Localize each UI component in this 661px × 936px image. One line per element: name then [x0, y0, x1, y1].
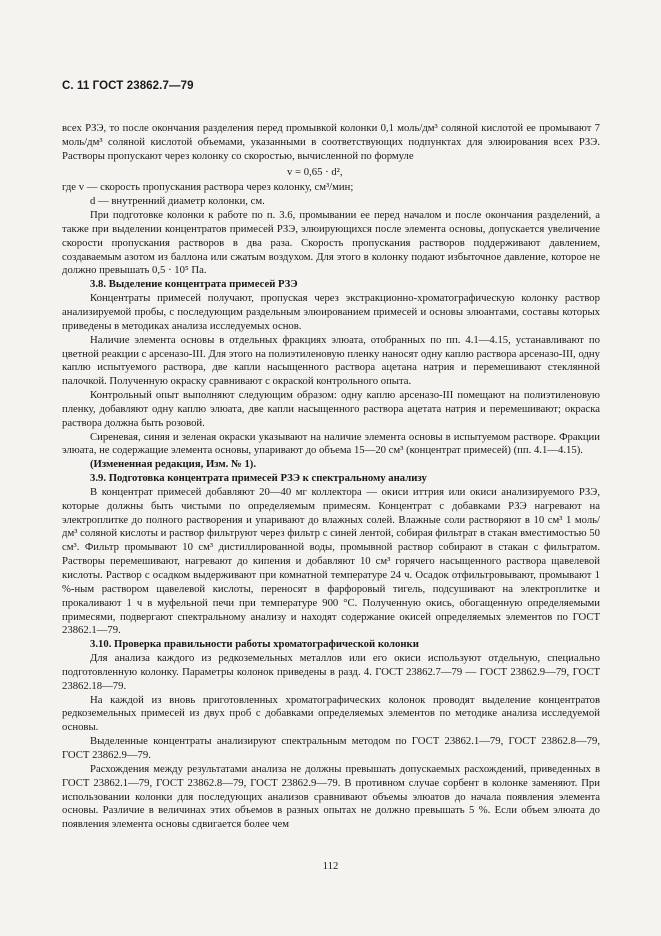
- section-heading-3-9: 3.9. Подготовка концентрата примесей РЗЭ к спектральному анализу: [90, 472, 427, 485]
- paragraph: Контрольный опыт выполняют следующим образом: одну каплю арсеназо-III помещают на полиэтиленовую пленку, добавляют одну каплю элюата, две капли насыщенного раствора ацетата натрия и перемешивают; окраска раствора должна быть розовой.: [62, 389, 600, 429]
- paragraph: На каждой из вновь приготовленных хроматографических колонок проводят выделение концентратов редкоземельных примесей из двух проб с добавками определяемых элементов по методике анализа исследуемой основы.: [62, 693, 600, 734]
- paragraph-continuation: всех РЗЭ, то после окончания разделения перед промывкой колонки 0,1 моль/дм³ соляной кислотой ее промывают 7 моль/дм³ соляной кислотой объемами, указанными в соответствующих подпунктах для элюирования всех РЗЭ. Растворы пропускают через колонку со скоростью, вычисленной по формуле: [62, 122, 600, 162]
- formula: v = 0,65 · d²,: [287, 165, 343, 178]
- paragraph: При подготовке колонки к работе по п. 3.6, промывании ее перед началом и после окончания разделений, а также при выделении концентратов примесей РЗЭ, элюирующихся после элемента основы, допускается увеличение скорости пропускания растворов в два раза. Скорость пропускания растворов поддерживают давлением, создаваемым азотом из баллона или сжатым воздухом. Для этого в колонку подают избыточное давление, которое не должно превышать 0,5 · 10⁵ Па.: [62, 209, 600, 277]
- paragraph: Концентраты примесей получают, пропуская через экстракционно-хроматографическую колонку раствор анализируемой пробы, с последующим раздельным элюированием примесей и основы элюантами, составы которых приведены в методиках анализа исследуемых основ.: [62, 292, 600, 332]
- paragraph: Наличие элемента основы в отдельных фракциях элюата, отобранных по пп. 4.1—4.15, устанавливают по цветной реакции с арсеназо-III. Для этого на полиэтиленовую пленку наносят одну каплю раствора арсеназо-III, одну каплю испытуемого раствора, две капли насыщенного раствора ацетана натрия и перемешивают стеклянной палочкой. Полученную окраску сравнивают с окраской контрольного опыта.: [62, 333, 600, 388]
- document-body: [62, 122, 600, 832]
- formula-definition-v: где v — скорость пропускания раствора через колонку, см³/мин;: [62, 181, 354, 194]
- paragraph: Расхождения между результатами анализа не должны превышать допускаемых расхождений, приведенных в ГОСТ 23862.1—79, ГОСТ 23862.8—79, ГОСТ 23862.9—79. В противном случае сорбент в колонке заменяют. При использовании колонки для последующих анализов сравнивают объемы элюатов до начала появления элемента основы. Различие в величинах этих объемов в разных опытах не должно превышать 5 %. Если объем элюата до появления элемента основы сдвигается более чем: [62, 762, 600, 831]
- paragraph: Сиреневая, синяя и зеленая окраски указывают на наличие элемента основы в испытуемом растворе. Фракции элюата, не содержащие элемента основы, упаривают до объема 15—20 см³ (концентрат примесей) (пп. 4.1—4.15).: [62, 430, 600, 457]
- amendment-note: (Измененная редакция, Изм. № 1).: [90, 458, 257, 471]
- paragraph: Для анализа каждого из редкоземельных металлов или его окиси используют отдельную, специально подготовленную колонку. Параметры колонок приведены в разд. 4. ГОСТ 23862.7—79 — ГОСТ 23862.9—79, ГОСТ 23862.18—79.: [62, 652, 600, 692]
- page-number: 112: [322, 860, 339, 872]
- section-heading-3-8: 3.8. Выделение концентрата примесей РЗЭ: [90, 278, 298, 291]
- paragraph: Выделенные концентраты анализируют спектральным методом по ГОСТ 23862.1—79, ГОСТ 23862.8—79, ГОСТ 23862.9—79.: [62, 735, 600, 761]
- formula-definition-d: d — внутренний диаметр колонки, см.: [90, 195, 265, 208]
- page-header: С. 11 ГОСТ 23862.7—79: [62, 80, 194, 92]
- paragraph: В концентрат примесей добавляют 20—40 мг коллектора — окиси иттрия или окиси анализируемого РЗЭ, которые должны быть чистыми по определяемым примесям. Концентрат с добавками РЗЭ нагревают на электроплитке до полного растворения и упаривают до влажных солей. Влажные соли растворяют в 10 см³ 1 моль/дм³ соляной кислоты и раствор фильтруют через фильтр с синей лентой, собирая фильтрат в стакан вместимостью 50 см³. Фильтр промывают 10 см³ дистиллированной воды, промывной раствор собирают в стакан с фильтратом. Растворы перемешивают, нагревают до кипения и добавляют 10 см³ горячего насыщенного раствора щавелевой кислоты. Раствор с осадком выдерживают при комнатной температуре 24 ч. Осадок отфильтровывают, промывают 1 %-ным раствором щавелевой кислоты, переносят в фарфоровый тигель, подсушивают на электроплитке и прокаливают 1 ч в муфельной печи при температуре 900 °С. Полученную окись, обогащенную определяемыми примесями, подвергают спектральному анализу и находят содержание окисей определяемых элементов по ГОСТ 23862.1—79.: [62, 485, 600, 637]
- section-heading-3-10: 3.10. Проверка правильности работы хроматографической колонки: [90, 638, 419, 651]
